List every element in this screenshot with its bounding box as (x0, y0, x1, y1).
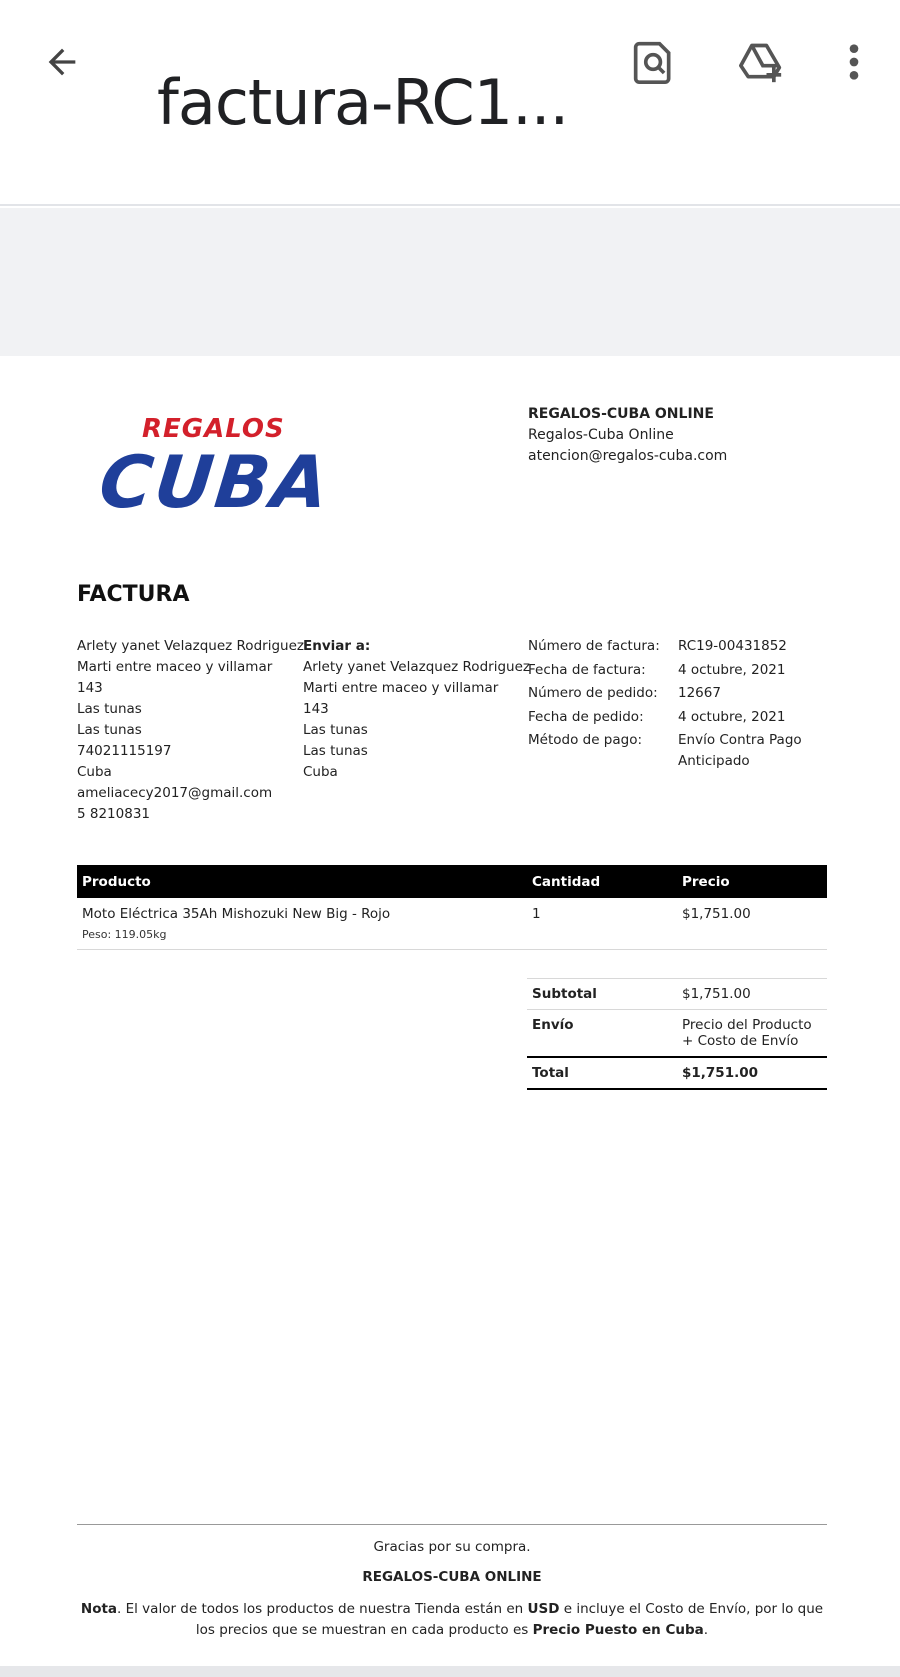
header-product: Producto (77, 865, 527, 898)
find-in-page-button[interactable] (626, 34, 682, 90)
subtotal-value: $1,751.00 (677, 979, 827, 1010)
shipping-line: Las tunas (303, 743, 368, 759)
meta-value: RC19-00431852 (678, 638, 787, 654)
billing-line: Las tunas (77, 722, 142, 738)
total-label: Total (527, 1057, 677, 1089)
billing-line: Marti entre maceo y villamar (77, 659, 273, 675)
arrow-left-icon (42, 42, 82, 82)
meta-row (528, 683, 838, 704)
note-bold-end: Precio Puesto en Cuba (532, 1622, 704, 1638)
billing-line: Cuba (77, 764, 112, 780)
bottom-edge (0, 1666, 900, 1677)
add-to-drive-button[interactable] (733, 34, 789, 90)
meta-row (528, 660, 838, 681)
billing-phone[interactable]: 5 8210831 (77, 806, 151, 822)
meta-label: Fecha de factura: (528, 661, 646, 678)
invoice-page (0, 356, 900, 1666)
product-weight: Peso: 119.05kg (82, 928, 167, 941)
note-label: Nota (80, 1601, 118, 1617)
header-quantity: Cantidad (527, 865, 677, 898)
meta-row (528, 707, 838, 728)
invoice-meta (528, 636, 838, 775)
meta-label: Método de pago: (528, 732, 643, 748)
meta-value: Envío Contra Pago Anticipado (678, 732, 802, 769)
total-value: $1,751.00 (677, 1057, 827, 1089)
total-row (527, 1057, 827, 1089)
logo-top-text: REGALOS (142, 414, 285, 444)
shop-info (528, 404, 727, 467)
meta-value: 4 octubre, 2021 (678, 661, 786, 678)
shipping-cost-value: Precio del Producto + Costo de Envío (677, 1010, 827, 1058)
shipping-label: Enviar a: (303, 638, 371, 654)
price-cell: $1,751.00 (677, 898, 827, 950)
invoice-title: FACTURA (77, 582, 190, 607)
subtotal-label: Subtotal (527, 979, 677, 1010)
shipping-cost-label: Envío (527, 1010, 677, 1058)
meta-label: Número de factura: (528, 638, 660, 654)
viewer-background (0, 208, 900, 356)
note-text (77, 1599, 827, 1641)
footer-shop-name: REGALOS-CUBA ONLINE (362, 1569, 542, 1585)
billing-line: Las tunas (77, 701, 142, 717)
header-price: Precio (677, 865, 827, 898)
app-bar (0, 0, 900, 206)
back-button[interactable] (38, 38, 86, 86)
logo-main-text: CUBA (95, 440, 335, 524)
table-row (77, 898, 827, 950)
meta-value: 12667 (678, 685, 721, 701)
shipping-line: Arlety yanet Velazquez Rodriguez (303, 659, 530, 675)
shipping-line: Marti entre maceo y villamar (303, 680, 499, 696)
billing-line: 143 (77, 680, 103, 696)
meta-label: Fecha de pedido: (528, 708, 644, 725)
document-title: factura-RC1... (157, 66, 569, 139)
meta-row (528, 730, 838, 772)
billing-line: 74021115197 (77, 743, 172, 759)
shipping-row (527, 1010, 827, 1058)
find-in-page-icon (632, 38, 676, 86)
shipping-line: Las tunas (303, 722, 368, 738)
shop-logo (95, 414, 335, 534)
billing-email[interactable]: ameliacecy2017@gmail.com (77, 785, 273, 801)
shipping-line: 143 (303, 701, 329, 717)
more-vert-icon (846, 42, 862, 82)
add-to-drive-icon (736, 40, 786, 84)
subtotal-row (527, 979, 827, 1010)
note-usd: USD (527, 1601, 560, 1617)
quantity-cell: 1 (527, 898, 677, 950)
shipping-line: Cuba (303, 764, 338, 780)
billing-line: Arlety yanet Velazquez Rodriguez (77, 638, 304, 654)
note-end: . (703, 1622, 709, 1638)
items-table (77, 865, 827, 950)
note-part2: e incluye el Costo de Envío, por lo que los precios que se muestran en cada producto es (195, 1601, 824, 1638)
totals-table (527, 978, 827, 1090)
shop-line2: Regalos-Cuba Online (528, 427, 674, 443)
billing-address (77, 636, 304, 825)
meta-label: Número de pedido: (528, 685, 658, 701)
product-cell (77, 898, 527, 950)
items-header-row (77, 865, 827, 898)
shop-name: REGALOS-CUBA ONLINE (528, 406, 714, 422)
meta-row (528, 636, 838, 657)
thanks-text: Gracias por su compra. (373, 1539, 531, 1555)
shop-email[interactable]: atencion@regalos-cuba.com (528, 448, 728, 464)
invoice-footer (77, 1524, 827, 1641)
note-part1: . El valor de todos los productos de nuestra Tienda están en (117, 1601, 528, 1617)
shipping-address (303, 636, 530, 783)
product-name: Moto Eléctrica 35Ah Mishozuki New Big - Rojo (82, 906, 391, 922)
more-options-button[interactable] (826, 34, 882, 90)
meta-value: 4 octubre, 2021 (678, 708, 786, 725)
